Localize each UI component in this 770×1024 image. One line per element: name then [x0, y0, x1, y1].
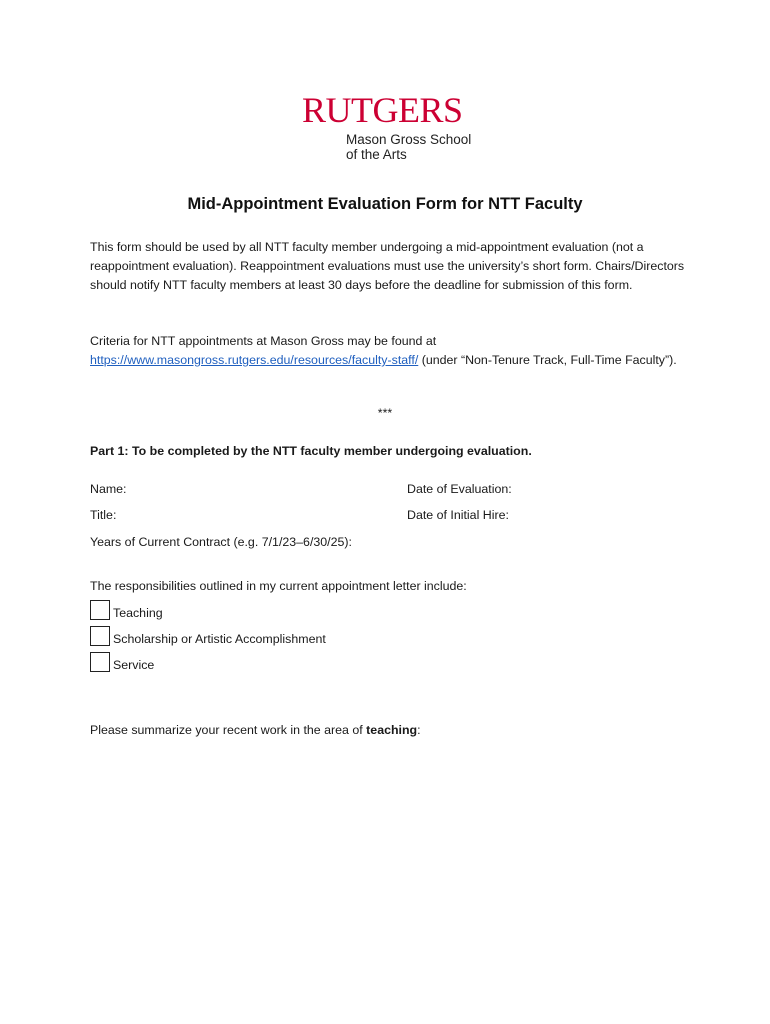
criteria-paragraph [90, 332, 690, 370]
service-checkbox-label: Service [113, 658, 155, 672]
intro-paragraph: This form should be used by all NTT faculty member undergoing a mid-appointment evaluation (not a reappointment evaluation). Reappointment evaluations must use the university’s short form. Chairs/Directors should notify NTT faculty members at least 30 days before the deadline for submission of this form. [90, 240, 685, 292]
rutgers-logo [302, 92, 472, 162]
teaching-summary-prompt [90, 723, 421, 737]
section-separator: *** [377, 406, 393, 420]
teaching-checkbox[interactable] [90, 600, 110, 620]
criteria-suffix: (under “Non-Tenure Track, Full-Time Faculty”). [418, 353, 677, 367]
service-checkbox[interactable] [90, 652, 110, 672]
scholarship-checkbox-label: Scholarship or Artistic Accomplishment [113, 632, 326, 646]
logo-subtitle [346, 132, 472, 162]
logo-line-2: of the Arts [346, 147, 407, 162]
title-label: Title: [90, 508, 117, 522]
scholarship-checkbox[interactable] [90, 626, 110, 646]
form-title: Mid-Appointment Evaluation Form for NTT Faculty [187, 195, 583, 213]
faculty-staff-link[interactable]: https://www.masongross.rutgers.edu/resources/faculty-staff/ [90, 353, 419, 367]
date-of-evaluation-label: Date of Evaluation: [407, 482, 512, 496]
summary-bold-word: teaching [366, 723, 418, 737]
summary-suffix: : [417, 723, 421, 737]
name-label: Name: [90, 482, 127, 496]
criteria-prefix: Criteria for NTT appointments at Mason Gross may be found at [90, 334, 437, 348]
logo-line-1: Mason Gross School [346, 132, 472, 147]
summary-prefix: Please summarize your recent work in the area of [90, 723, 367, 737]
logo-wordmark: RUTGERS [302, 90, 463, 130]
responsibilities-prompt: The responsibilities outlined in my current appointment letter include: [90, 579, 467, 593]
years-of-contract-label: Years of Current Contract (e.g. 7/1/23–6/30/25): [90, 535, 352, 549]
teaching-checkbox-label: Teaching [113, 606, 163, 620]
part-1-heading: Part 1: To be completed by the NTT faculty member undergoing evaluation. [90, 444, 532, 458]
date-of-initial-hire-label: Date of Initial Hire: [407, 508, 509, 522]
